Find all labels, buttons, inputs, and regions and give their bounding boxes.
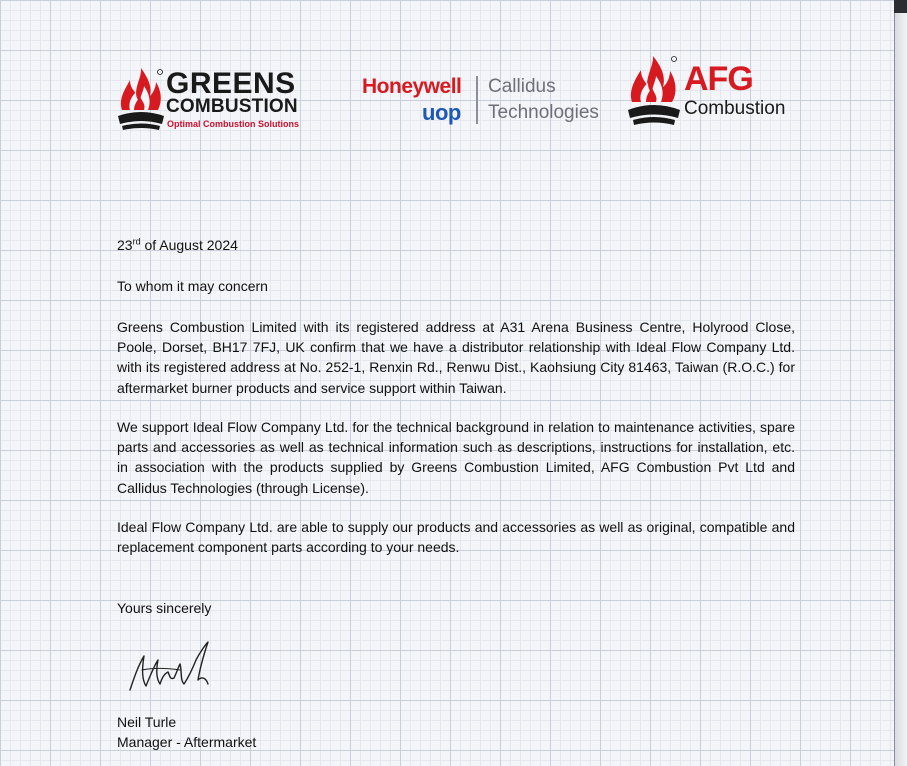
date-suffix: rd	[132, 236, 141, 247]
logo-divider	[476, 76, 478, 124]
salutation: To whom it may concern	[117, 278, 268, 294]
signer-name: Neil Turle	[117, 714, 177, 730]
afg-flame-logo-icon	[626, 54, 682, 128]
greens-tagline: Optimal Combustion Solutions	[167, 119, 299, 129]
afg-combustion-wordmark: Combustion	[684, 98, 786, 119]
paragraph-support: We support Ideal Flow Company Ltd. for the technical background in relation to maintenance activities, spare parts and accessories as well as technical information such as descriptions, instructions for installation, etc. in association with the products supplied by Greens Combustion Limited, AFG Combustion Pvt Ltd and Callidus Technologies (through License).	[117, 419, 795, 496]
page-shadow	[895, 13, 907, 766]
honeywell-wordmark: Honeywell	[362, 75, 462, 98]
greens-flame-logo-icon	[116, 66, 166, 132]
greens-wordmark-line1: GREENS	[166, 67, 296, 100]
afg-wordmark: AFG	[684, 60, 753, 98]
callidus-wordmark: Callidus	[488, 76, 556, 97]
paragraph-distributor: Greens Combustion Limited with its registered address at A31 Arena Business Centre, Holyrood Close, Poole, Dorset, BH17 7FJ, UK confirm that we have a distributor relationship with Ideal Flow Company Ltd. with its registered address at No. 252-1, Renxin Rd., Renwu Dist., Kaohsiung City 81463, Taiwan (R.O.C.) for aftermarket burner products and service support within Taiwan.	[117, 319, 795, 396]
afg-combustion-logo	[626, 54, 796, 128]
greens-combustion-logo	[116, 66, 316, 136]
honeywell-callidus-logo	[362, 74, 602, 126]
letter-date	[117, 235, 795, 255]
technologies-wordmark: Technologies	[488, 102, 599, 123]
paragraph-supply: Ideal Flow Company Ltd. are able to supply our products and accessories as well as original, compatible and replacement component parts according to your needs.	[117, 519, 795, 556]
uop-wordmark: uop	[422, 100, 461, 125]
page-corner	[894, 0, 907, 13]
signature	[122, 640, 212, 698]
signer-title: Manager - Aftermarket	[117, 734, 257, 750]
greens-wordmark-line2: COMBUSTION	[166, 96, 298, 117]
date-rest: of August 2024	[140, 237, 238, 253]
date-day: 23	[117, 237, 133, 253]
closing: Yours sincerely	[117, 600, 212, 616]
